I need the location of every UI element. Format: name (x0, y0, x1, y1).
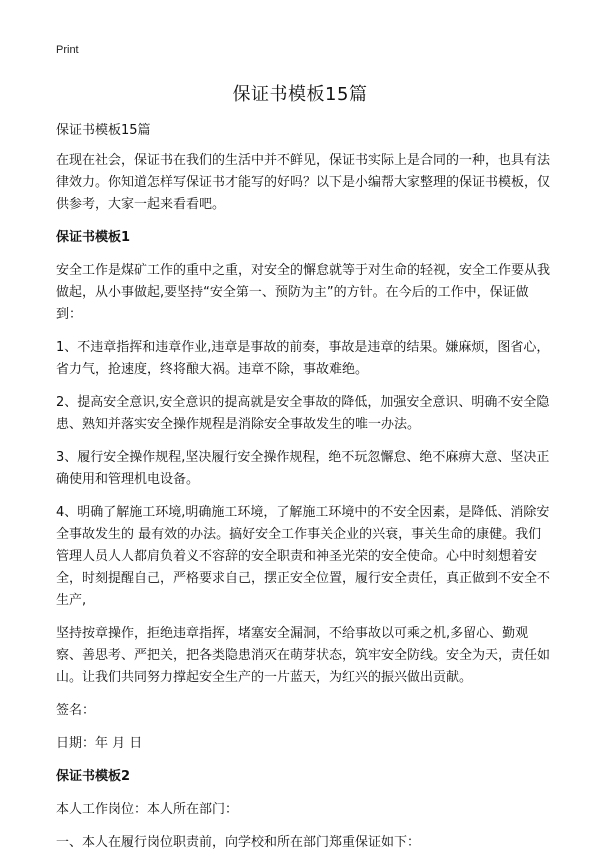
section-paragraph: 3、履行安全操作规程,坚决履行安全操作规程，绝不玩忽懈怠、绝不麻痹大意、坚决正确使用和管理机电设备。 (56, 450, 550, 487)
section-paragraph: 坚持按章操作，拒绝违章指挥，堵塞安全漏洞，不给事故以可乘之机,多留心、勤观察、善思考、严把关，把各类隐患消灭在萌芽状态，筑牢安全防线。安全为天，责任如山。让我们共同努力撑起安全生产的一片蓝天，为红兴的振兴做出贡献。 (56, 626, 551, 685)
document-body (56, 120, 550, 865)
section-paragraph: 2、提高安全意识,安全意识的提高就是安全事故的降低，加强安全意识、明确不安全隐患、熟知并落实安全操作规程是消除安全事故发生的唯一办法。 (56, 395, 550, 432)
print-link[interactable]: Print (56, 44, 79, 56)
section-heading: 保证书模板1 (56, 230, 131, 245)
document-title: 保证书模板15篇 (232, 84, 368, 105)
section-paragraph: 1、不违章指挥和违章作业,违章是事故的前奏，事故是违章的结果。嫌麻烦，图省心，省力气，抢速度，终将酿大祸。违章不除，事故难绝。 (56, 340, 550, 377)
section-heading: 保证书模板2 (56, 769, 131, 784)
document-subtitle: 保证书模板15篇 (56, 123, 151, 138)
section-paragraph: 4、明确了解施工环境,明确施工环境，了解施工环境中的不安全因素，是降低、消除安全事故发生的 最有效的办法。搞好安全工作事关企业的兴衰，事关生命的康健。我们管理人员人人都肩负着义不容辞的安全职责和神圣光荣的安全使命。心中时刻想着安全，时刻提醒自己，严格要求自己，摆正安全位置，履行安全责任，真正做到不安全不生产, (56, 505, 551, 608)
section-paragraph: 一、本人在履行岗位职责前，向学校和所在部门郑重保证如下： (56, 835, 421, 850)
section-paragraph: 安全工作是煤矿工作的重中之重，对安全的懈怠就等于对生命的轻视，安全工作要从我做起，从小事做起,要坚持“安全第一、预防为主”的方针。在今后的工作中，保证做到： (56, 263, 551, 322)
date-line: 日期：年 月 日 (56, 736, 143, 751)
intro-paragraph: 在现在社会，保证书在我们的生活中并不鲜见，保证书实际上是合同的一种，也具有法律效力。你知道怎样写保证书才能写的好吗？以下是小编帮大家整理的保证书模板，仅供参考，大家一起来看看吧。 (56, 153, 551, 212)
signature-line: 签名： (56, 703, 96, 718)
section-paragraph: 本人工作岗位：本人所在部门： (56, 802, 239, 817)
